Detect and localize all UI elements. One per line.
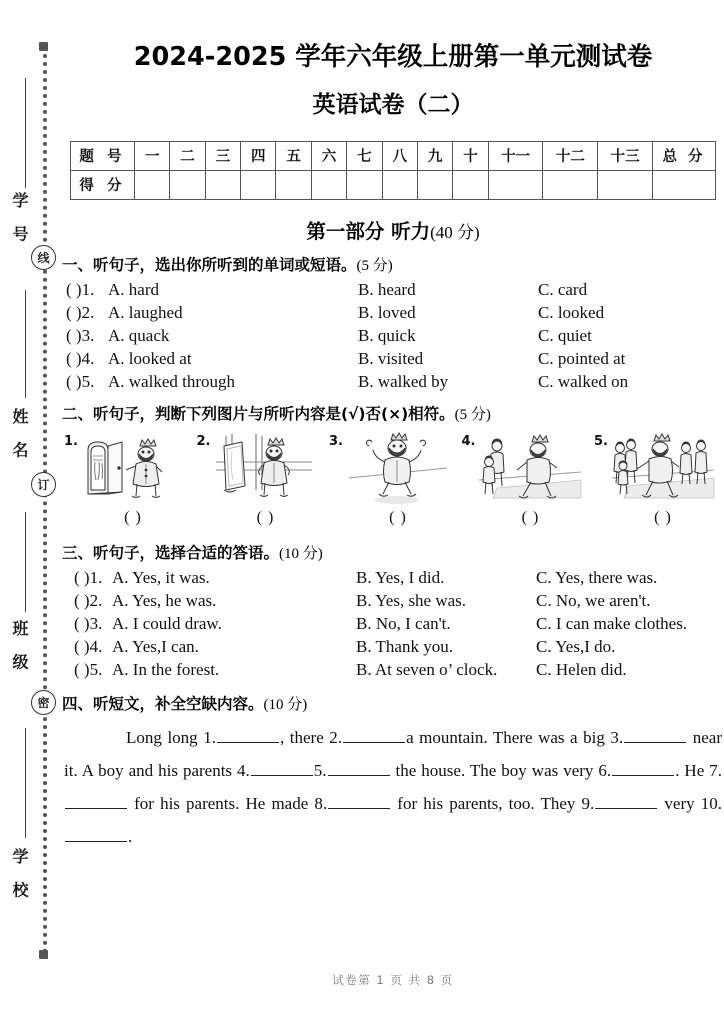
- picture-item: [462, 432, 590, 527]
- score-col-13: 十三: [598, 141, 653, 170]
- picture-body: [345, 432, 457, 527]
- score-value-total[interactable]: [653, 170, 716, 199]
- question-row: [62, 661, 724, 678]
- picture-answer-blank[interactable]: ( ): [124, 508, 142, 526]
- passage-text-2: , there 2.: [279, 727, 343, 747]
- page-title: 2024-2025 学年六年级上册第一单元测试卷: [133, 42, 653, 72]
- listening-passage: [64, 721, 722, 854]
- picture-body: [80, 432, 192, 527]
- section-three-title: 三、听句子，选择合适的答语。: [62, 543, 280, 562]
- option-a[interactable]: A. Yes, he was.: [112, 590, 217, 610]
- section-four-heading: [62, 692, 724, 714]
- passage-blank-1[interactable]: [217, 729, 279, 743]
- picture-body: [610, 432, 722, 527]
- option-b[interactable]: B. No, I can't.: [356, 613, 451, 633]
- option-a[interactable]: A. In the forest.: [112, 659, 220, 679]
- score-col-8: 八: [382, 141, 417, 170]
- score-col-4: 四: [241, 141, 276, 170]
- option-b[interactable]: B. At seven o’ clock.: [356, 659, 498, 679]
- answer-blank[interactable]: ( )5.: [66, 371, 95, 391]
- picture-number: 2.: [196, 433, 211, 449]
- score-value-3[interactable]: [205, 170, 240, 199]
- score-value-5[interactable]: [276, 170, 311, 199]
- score-table-header-row: [71, 141, 716, 170]
- score-value-9[interactable]: [417, 170, 452, 199]
- seal-label-class: 班 级: [10, 620, 29, 676]
- passage-blank-2[interactable]: [343, 729, 405, 743]
- section-four-points: (10 分): [263, 696, 308, 713]
- page-subtitle: 英语试卷（二）: [312, 91, 474, 118]
- seal-rule-4: [25, 728, 26, 838]
- score-col-9: 九: [417, 141, 452, 170]
- option-c[interactable]: C. Yes,I do.: [536, 636, 616, 656]
- score-value-11[interactable]: [488, 170, 543, 199]
- score-col-total: 总 分: [653, 141, 716, 170]
- answer-blank[interactable]: ( )2.: [74, 590, 103, 610]
- seal-label-school: 学 校: [10, 848, 29, 904]
- passage-text-1: Long long 1.: [126, 727, 216, 747]
- passage-text-5: 5.: [313, 761, 327, 781]
- score-value-2[interactable]: [170, 170, 205, 199]
- option-b[interactable]: B. visited: [358, 348, 424, 368]
- option-b[interactable]: B. walked by: [358, 371, 449, 391]
- score-col-12: 十二: [543, 141, 598, 170]
- passage-blank-4[interactable]: [251, 762, 313, 776]
- sealed-line-cap-top: [39, 42, 48, 51]
- answer-blank[interactable]: ( )1.: [74, 567, 103, 587]
- option-c[interactable]: C. looked: [538, 302, 605, 322]
- passage-blank-5[interactable]: [328, 762, 390, 776]
- answer-blank[interactable]: ( )4.: [66, 348, 95, 368]
- score-table-row-label-score: 得 分: [71, 170, 135, 199]
- part-one-heading: [62, 216, 724, 244]
- score-value-6[interactable]: [311, 170, 346, 199]
- score-table-wrapper: [70, 141, 716, 200]
- question-row: [62, 615, 724, 632]
- picture-answer-blank[interactable]: ( ): [654, 508, 672, 526]
- king-at-wardrobe-illustration: [80, 432, 186, 506]
- king-at-wardrobe-icon: [80, 432, 186, 506]
- section-four-title: 四、听短文，补全空缺内容。: [62, 694, 264, 713]
- picture-number: 4.: [461, 433, 476, 449]
- passage-blank-7[interactable]: [65, 795, 127, 809]
- king-at-mirror-illustration: [212, 432, 318, 506]
- seal-label-name: 姓 名: [10, 408, 29, 464]
- question-row: [62, 281, 724, 298]
- score-col-3: 三: [205, 141, 240, 170]
- section-two-title: 二、听句子，判断下列图片与所听内容是(√)否(×)相符。: [62, 404, 455, 423]
- passage-text-4: near it. A boy and his parents 4.: [64, 727, 722, 781]
- score-value-8[interactable]: [382, 170, 417, 199]
- passage-blank-3[interactable]: [624, 729, 686, 743]
- score-value-12[interactable]: [543, 170, 598, 199]
- king-at-mirror-icon: [212, 432, 318, 506]
- option-a[interactable]: A. walked through: [108, 371, 236, 391]
- seal-rule-1: [25, 78, 26, 188]
- passage-blank-8[interactable]: [328, 795, 390, 809]
- passage-blank-9[interactable]: [595, 795, 657, 809]
- section-two-heading: [62, 402, 724, 424]
- option-a[interactable]: A. looked at: [108, 348, 192, 368]
- option-c[interactable]: C. walked on: [538, 371, 629, 391]
- king-walking-with-boy-icon: [477, 432, 583, 506]
- option-c[interactable]: C. Yes, there was.: [536, 567, 658, 587]
- option-a[interactable]: A. laughed: [108, 302, 183, 322]
- seal-rule-2: [25, 290, 26, 398]
- answer-blank[interactable]: ( )3.: [74, 613, 103, 633]
- answer-blank[interactable]: ( )5.: [74, 659, 103, 679]
- section-three-heading: [62, 541, 724, 563]
- seal-char-xian: 线: [31, 245, 56, 270]
- sealed-dashed-line: [43, 46, 47, 954]
- score-table-value-row: [71, 170, 716, 199]
- picture-number: 5.: [594, 433, 608, 449]
- section-one-heading: [62, 253, 724, 275]
- score-value-7[interactable]: [347, 170, 382, 199]
- king-parade-crowd-icon: [610, 432, 716, 506]
- picture-body: [477, 432, 589, 527]
- seal-char-ding: 订: [31, 472, 56, 497]
- score-col-2: 二: [170, 141, 205, 170]
- question-row: [62, 592, 724, 609]
- score-col-11: 十一: [488, 141, 543, 170]
- picture-item: [329, 432, 457, 527]
- picture-answer-blank[interactable]: ( ): [389, 508, 407, 526]
- answer-blank[interactable]: ( )3.: [66, 325, 95, 345]
- passage-text-8: for his parents. He made 8.: [128, 794, 328, 814]
- option-a[interactable]: A. Yes, it was.: [112, 567, 210, 587]
- score-value-10[interactable]: [453, 170, 488, 199]
- seal-rule-3: [25, 512, 26, 612]
- score-value-4[interactable]: [241, 170, 276, 199]
- passage-text-7: . He 7.: [675, 761, 722, 781]
- option-b[interactable]: B. Yes, I did.: [356, 567, 445, 587]
- answer-blank[interactable]: ( )1.: [66, 279, 95, 299]
- score-col-7: 七: [347, 141, 382, 170]
- option-c[interactable]: C. quiet: [538, 325, 592, 345]
- sealed-line-margin: [0, 0, 60, 1024]
- picture-item: [64, 432, 192, 527]
- option-b[interactable]: B. heard: [358, 279, 416, 299]
- question-row: [62, 304, 724, 321]
- question-row: [62, 327, 724, 344]
- option-b[interactable]: B. Yes, she was.: [356, 590, 467, 610]
- picture-number: 3.: [329, 433, 343, 449]
- option-c[interactable]: C. pointed at: [538, 348, 626, 368]
- king-arms-raised-illustration: [345, 432, 451, 506]
- answer-blank[interactable]: ( )4.: [74, 636, 103, 656]
- section-two-points: (5 分): [454, 406, 491, 423]
- option-c[interactable]: C. Helen did.: [536, 659, 627, 679]
- passage-text-11: .: [128, 827, 133, 847]
- option-a[interactable]: A. hard: [108, 279, 159, 299]
- section-one-points: (5 分): [356, 257, 393, 274]
- picture-number: 1.: [64, 433, 78, 449]
- picture-body: [212, 432, 324, 527]
- score-value-13[interactable]: [598, 170, 653, 199]
- option-c[interactable]: C. I can make clothes.: [536, 613, 688, 633]
- option-b[interactable]: B. quick: [358, 325, 416, 345]
- part-one-title: 第一部分 听力: [306, 219, 431, 243]
- option-a[interactable]: A. Yes,I can.: [112, 636, 199, 656]
- passage-text-3: a mountain. There was a big 3.: [406, 727, 624, 747]
- score-col-6: 六: [311, 141, 346, 170]
- section-three-points: (10 分): [279, 545, 323, 562]
- part-one-points: (40 分): [430, 222, 480, 242]
- score-col-10: 十: [453, 141, 488, 170]
- question-row: [62, 569, 724, 586]
- option-a[interactable]: A. quack: [108, 325, 170, 345]
- sealed-line-cap-bottom: [39, 950, 48, 959]
- picture-item: [197, 432, 325, 527]
- picture-judgement-row: [64, 432, 722, 527]
- passage-text-9: for his parents, too. They 9.: [391, 794, 595, 814]
- page-footer: 试卷第 1 页 共 8 页: [332, 973, 454, 987]
- king-parade-crowd-illustration: [610, 432, 716, 506]
- question-row: [62, 638, 724, 655]
- option-b[interactable]: B. loved: [358, 302, 416, 322]
- king-walking-with-boy-illustration: [477, 432, 583, 506]
- option-c[interactable]: C. No, we aren't.: [536, 590, 651, 610]
- section-one-title: 一、听句子，选出你所听到的单词或短语。: [62, 255, 357, 274]
- passage-text-6: the house. The boy was very 6.: [390, 761, 612, 781]
- passage-blank-10[interactable]: [65, 828, 127, 842]
- score-col-5: 五: [276, 141, 311, 170]
- option-b[interactable]: B. Thank you.: [356, 636, 453, 656]
- score-value-1[interactable]: [134, 170, 169, 199]
- question-row: [62, 373, 724, 390]
- picture-item: [594, 432, 722, 527]
- exam-page: [62, 0, 724, 1024]
- passage-blank-6[interactable]: [612, 762, 674, 776]
- passage-text-10: very 10.: [658, 794, 722, 814]
- picture-answer-blank[interactable]: ( ): [521, 508, 540, 526]
- score-col-1: 一: [134, 141, 169, 170]
- option-a[interactable]: A. I could draw.: [112, 613, 222, 633]
- seal-label-student-id: 学 号: [10, 192, 29, 248]
- score-table: [70, 141, 716, 200]
- answer-blank[interactable]: ( )2.: [66, 302, 95, 322]
- seal-char-mi: 密: [31, 690, 56, 715]
- option-c[interactable]: C. card: [538, 279, 588, 299]
- question-row: [62, 350, 724, 367]
- king-arms-raised-icon: [345, 432, 451, 506]
- score-table-row-label-number: 题 号: [71, 141, 135, 170]
- picture-answer-blank[interactable]: ( ): [256, 508, 275, 526]
